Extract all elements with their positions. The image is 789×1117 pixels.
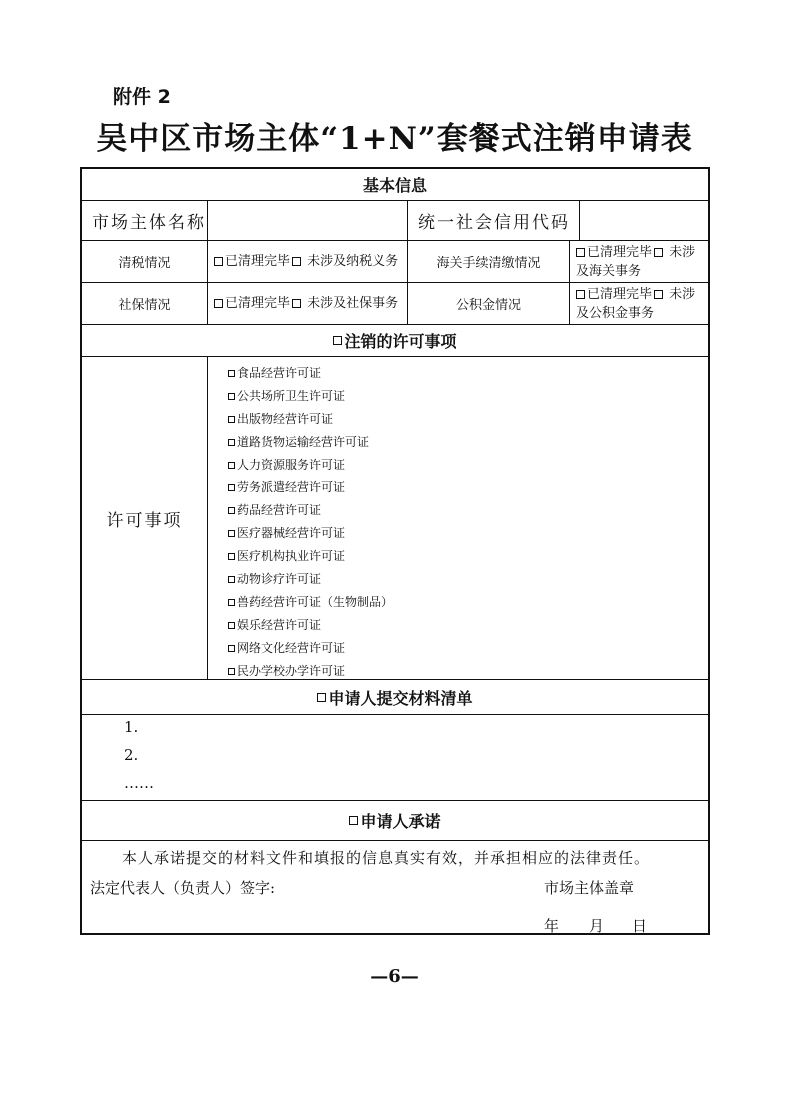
permit-item[interactable] (228, 385, 393, 408)
permit-item-label: 公共场所卫生许可证 (237, 388, 346, 403)
social-label: 社保情况 (82, 283, 208, 324)
social-options[interactable] (208, 283, 408, 324)
customs-na-checkbox[interactable] (654, 248, 663, 257)
permit-item-label: 动物诊疗许可证 (237, 572, 322, 587)
credit-code-field[interactable] (580, 201, 708, 240)
materials-header (82, 680, 708, 715)
permit-item[interactable] (228, 637, 393, 660)
permit-checkbox[interactable] (228, 553, 235, 560)
permit-item[interactable] (228, 568, 393, 591)
page-number: —6— (370, 966, 419, 987)
credit-code-label: 统一社会信用代码 (408, 201, 580, 240)
entity-row (82, 201, 708, 241)
permit-item-label: 网络文化经营许可证 (237, 640, 346, 655)
permits-list (208, 357, 393, 682)
date-day: 日 (632, 917, 648, 935)
permit-checkbox[interactable] (228, 576, 235, 583)
fund-cleared-checkbox[interactable] (576, 290, 585, 299)
social-cleared-checkbox[interactable] (214, 299, 223, 308)
permit-item-label: 人力资源服务许可证 (237, 457, 346, 472)
social-cleared-text: 已清理完毕 (225, 296, 291, 311)
customs-label: 海关手续清缴情况 (408, 241, 570, 282)
materials-line-1: 1. (124, 718, 139, 736)
tax-row (82, 241, 708, 283)
permits-header-checkbox[interactable] (333, 336, 342, 345)
basic-info-header-text: 基本信息 (362, 176, 427, 195)
permit-item-label: 食品经营许可证 (237, 366, 322, 380)
permit-checkbox[interactable] (228, 668, 235, 675)
permit-item-label: 兽药经营许可证（生物制品） (237, 594, 394, 609)
permit-item-label: 劳务派遣经营许可证 (237, 480, 346, 495)
permit-item[interactable] (228, 454, 393, 477)
permits-header-text: 注销的许可事项 (344, 332, 457, 351)
materials-body[interactable] (82, 715, 708, 801)
tax-cleared-checkbox[interactable] (214, 257, 223, 266)
pledge-body (82, 841, 708, 933)
permit-checkbox[interactable] (228, 462, 235, 469)
permit-item[interactable] (228, 362, 393, 385)
permits-list-cell (208, 357, 708, 679)
permit-item[interactable] (228, 614, 393, 637)
date-year: 年 (544, 917, 560, 935)
social-na-text: 未涉及社保事务 (307, 296, 399, 311)
social-na-checkbox[interactable] (292, 299, 301, 308)
pledge-header-checkbox[interactable] (349, 816, 358, 825)
permit-checkbox[interactable] (228, 530, 235, 537)
permit-item-label: 出版物经营许可证 (237, 411, 334, 426)
tax-na-text: 未涉及纳税义务 (307, 254, 399, 269)
fund-cleared-text: 已清理完毕 (587, 286, 653, 302)
permit-item[interactable] (228, 545, 393, 568)
pledge-header (82, 801, 708, 841)
permit-item[interactable] (228, 499, 393, 522)
permit-item[interactable] (228, 591, 393, 614)
materials-header-text: 申请人提交材料清单 (328, 688, 473, 708)
permit-item-label: 娱乐经营许可证 (237, 617, 322, 632)
entity-name-label: 市场主体名称 (82, 201, 208, 240)
permit-item-label: 医疗机构执业许可证 (237, 549, 346, 564)
fund-na-checkbox[interactable] (654, 290, 663, 299)
customs-cleared-text: 已清理完毕 (587, 244, 653, 260)
materials-line-2: 2. (124, 746, 139, 764)
social-row (82, 283, 708, 325)
permits-label: 许可事项 (82, 357, 208, 679)
fund-label: 公积金情况 (408, 283, 570, 324)
fund-na-text: 未涉及公积金事务 (576, 286, 696, 321)
seal-label: 市场主体盖章 (544, 879, 635, 897)
materials-line-3: …… (124, 774, 154, 792)
permit-checkbox[interactable] (228, 393, 235, 400)
customs-options[interactable] (570, 241, 708, 282)
date-line[interactable] (544, 915, 647, 936)
signer-label[interactable]: 法定代表人（负责人）签字: (90, 879, 276, 897)
entity-name-field[interactable] (208, 201, 408, 240)
permit-item[interactable] (228, 431, 393, 454)
fund-options[interactable] (570, 283, 708, 324)
materials-header-checkbox[interactable] (317, 693, 326, 702)
tax-options[interactable] (208, 241, 408, 282)
date-month: 月 (589, 917, 605, 935)
permit-checkbox[interactable] (228, 622, 235, 629)
permit-checkbox[interactable] (228, 370, 235, 377)
tax-label: 清税情况 (82, 241, 208, 282)
attachment-label: 附件 2 (113, 86, 171, 108)
permits-row (82, 357, 708, 680)
permit-checkbox[interactable] (228, 599, 235, 606)
basic-info-header (82, 169, 708, 201)
permit-checkbox[interactable] (228, 416, 235, 423)
permit-item[interactable] (228, 522, 393, 545)
permit-checkbox[interactable] (228, 507, 235, 514)
tax-na-checkbox[interactable] (292, 257, 301, 266)
permit-checkbox[interactable] (228, 439, 235, 446)
permit-item[interactable] (228, 476, 393, 499)
permits-header (82, 325, 708, 357)
application-form (80, 167, 710, 935)
permit-item-label: 医疗器械经营许可证 (237, 526, 346, 541)
customs-na-text: 未涉及海关事务 (576, 244, 696, 279)
permit-item-label: 民办学校办学许可证 (237, 663, 346, 678)
pledge-text: 本人承诺提交的材料文件和填报的信息真实有效，并承担相应的法律责任。 (122, 849, 651, 867)
permit-checkbox[interactable] (228, 484, 235, 491)
permit-checkbox[interactable] (228, 645, 235, 652)
permit-item-label: 药品经营许可证 (237, 503, 322, 518)
permit-item[interactable] (228, 408, 393, 431)
tax-cleared-text: 已清理完毕 (225, 254, 291, 269)
permit-item-label: 道路货物运输经营许可证 (237, 434, 370, 449)
page-title: 吴中区市场主体“1+N”套餐式注销申请表 (96, 121, 693, 157)
customs-cleared-checkbox[interactable] (576, 248, 585, 257)
pledge-header-text: 申请人承诺 (360, 812, 441, 831)
